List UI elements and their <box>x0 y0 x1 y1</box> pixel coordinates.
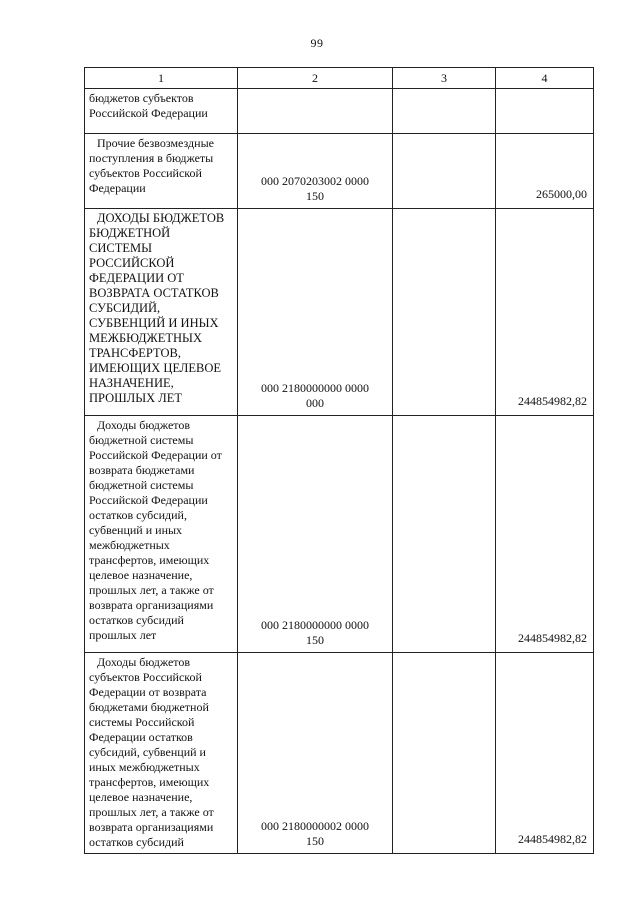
row-code-line-1: 000 2180000002 0000 <box>261 819 369 833</box>
row-code-line-2: 150 <box>306 189 324 203</box>
row-amount: 244854982,82 <box>496 209 594 416</box>
row-amount <box>496 89 594 134</box>
row-amount: 244854982,82 <box>496 653 594 854</box>
column-header-1: 1 <box>85 68 238 89</box>
row-code-line-1: 000 2180000000 0000 <box>261 618 369 632</box>
table-header-row <box>85 68 594 89</box>
row-code <box>238 134 393 209</box>
table-row <box>85 209 594 416</box>
row-code <box>238 89 393 134</box>
row-amount: 265000,00 <box>496 134 594 209</box>
revenue-table <box>84 67 594 854</box>
row-amount: 244854982,82 <box>496 416 594 653</box>
row-col3 <box>393 416 496 653</box>
row-name: Прочие безвозмездные поступления в бюджеты субъектов Российской Федерации <box>85 134 238 209</box>
row-col3 <box>393 134 496 209</box>
row-name: Доходы бюджетов бюджетной системы Российской Федерации от возврата бюджетами бюджетной системы Российской Федерации остатков субсидий, субвенций и иных межбюджетных трансфертов, имеющих целевое назначение, прошлых лет, а также от возврата организациями остатков субсидий прошлых лет <box>85 416 238 653</box>
row-col3 <box>393 209 496 416</box>
row-code-line-2: 000 <box>306 396 324 410</box>
table-row <box>85 89 594 134</box>
column-header-2: 2 <box>238 68 393 89</box>
column-header-3: 3 <box>393 68 496 89</box>
row-code-line-1: 000 2180000000 0000 <box>261 381 369 395</box>
row-code <box>238 209 393 416</box>
column-header-4: 4 <box>496 68 594 89</box>
row-name: Доходы бюджетов субъектов Российской Федерации от возврата бюджетами бюджетной системы Российской Федерации остатков субсидий, субвенций и иных межбюджетных трансфертов, имеющих целевое назначение, прошлых лет, а также от возврата организациями остатков субсидий <box>85 653 238 854</box>
table-row <box>85 134 594 209</box>
table-row <box>85 416 594 653</box>
row-col3 <box>393 653 496 854</box>
row-col3 <box>393 89 496 134</box>
row-code-line-2: 150 <box>306 633 324 647</box>
row-code <box>238 416 393 653</box>
row-name: бюджетов субъектов Российской Федерации <box>85 89 238 134</box>
row-code <box>238 653 393 854</box>
table-row <box>85 653 594 854</box>
page-number: 99 <box>310 36 324 50</box>
row-code-line-2: 150 <box>306 834 324 848</box>
row-name: ДОХОДЫ БЮДЖЕТОВ БЮДЖЕТНОЙ СИСТЕМЫ РОССИЙСКОЙ ФЕДЕРАЦИИ ОТ ВОЗВРАТА ОСТАТКОВ СУБСИДИЙ, СУБВЕНЦИЙ И ИНЫХ МЕЖБЮДЖЕТНЫХ ТРАНСФЕРТОВ, ИМЕЮЩИХ ЦЕЛЕВОЕ НАЗНАЧЕНИЕ, ПРОШЛЫХ ЛЕТ <box>85 209 238 416</box>
row-code-line-1: 000 2070203002 0000 <box>261 174 369 188</box>
